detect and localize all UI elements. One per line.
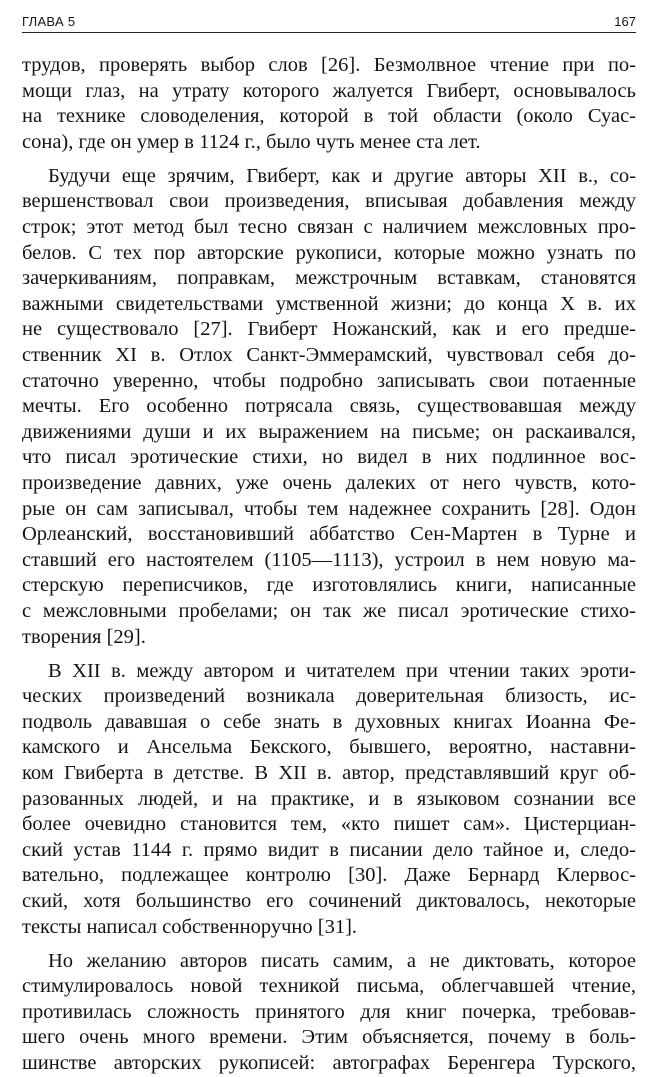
paragraph-gap xyxy=(22,650,636,659)
text-line: с межсловными пробелами; он так же писал эротические стихо- xyxy=(22,599,636,622)
text-line: на технике словоделения, которой в той области (около Суас- xyxy=(22,105,636,128)
text-line: строк; этот метод был тесно связан с наличием межсловных про- xyxy=(22,216,636,239)
text-line: противилась сложность принятого для книг почерка, требовав- xyxy=(22,1000,636,1023)
text-line: не существовало [27]. Гвиберт Ножанский, как и его предше- xyxy=(22,318,636,341)
text-line: В XII в. между автором и читателем при чтении таких эроти- xyxy=(48,659,636,682)
text-line: произведение давних, уже очень далеких от него чувств, кото- xyxy=(22,472,636,494)
text-line: разованных людей, и на практике, и в языковом сознании все xyxy=(22,787,636,810)
text-line: трудов, проверять выбор слов [26]. Безмолвное чтение при по- xyxy=(22,54,636,76)
text-line: стимулировалось новой техникой письма, облегчавшей чтение, xyxy=(22,975,636,998)
paragraph-gap xyxy=(22,155,636,164)
text-line: что писал эротические стихи, но видел в них подлинное вос- xyxy=(22,446,636,469)
text-line: ставший его настоятелем (1105—1113), устроил в нем новую ма- xyxy=(22,548,636,571)
paragraph-gap xyxy=(22,940,636,949)
text-line: тексты написал собственноручно [31]. xyxy=(22,915,358,938)
paragraph xyxy=(22,164,636,650)
text-line: сона), где он умер в 1124 г., было чуть менее ста лет. xyxy=(22,130,481,153)
text-line: рые он сам записывал, чтобы тем надежнее сохранить [28]. Одон xyxy=(22,497,636,520)
paragraph xyxy=(22,53,636,155)
text-line: ственник XI в. Отлох Санкт-Эммерамский, чувствовал себя до- xyxy=(22,344,636,367)
text-line: вершенствовал свои произведения, вписывая добавления между xyxy=(22,190,636,213)
text-line: ский, хотя большинство его сочинений диктовалось, некоторые xyxy=(22,890,636,912)
text-line: Но желанию авторов писать самим, а не диктовать, которое xyxy=(48,949,636,972)
paragraph xyxy=(22,659,636,941)
paragraph xyxy=(22,949,636,1077)
text-line: важными свидетельствами умственной жизни; до конца X в. их xyxy=(22,292,636,315)
text-line: Орлеанский, восстановивший аббатство Сен-Мартен в Турне и xyxy=(22,523,636,546)
text-line: белов. С тех пор авторские рукописи, которые можно узнать по xyxy=(22,241,636,264)
text-line: зачеркиваниям, поправкам, межстрочным вставкам, становятся xyxy=(22,267,636,290)
text-line: мощи глаз, на утрату которого жалуется Гвиберт, основывалось xyxy=(22,79,636,102)
text-line: шинстве авторских рукописей: автографах Беренгера Турского, xyxy=(22,1052,636,1075)
page-number: 167 xyxy=(614,14,636,29)
text-line: ком Гвиберта в детстве. В XII в. автор, представлявший круг об- xyxy=(22,762,636,785)
text-line: мечты. Его особенно потрясала связь, существовавшая между xyxy=(22,395,636,418)
text-line: ческих произведений возникала доверительная близость, ис- xyxy=(22,685,636,708)
text-line: творения [29]. xyxy=(22,625,146,648)
text-line: вательно, подлежащее контролю [30]. Даже Бернард Клервос- xyxy=(22,864,636,887)
text-line: Будучи еще зрячим, Гвиберт, как и другие авторы XII в., со- xyxy=(48,164,636,187)
chapter-title: ГЛАВА 5 xyxy=(22,14,76,29)
text-line: ский устав 1144 г. прямо видит в писании дело тайное и, следо- xyxy=(22,838,636,861)
text-line: более очевидно становится тем, «кто пишет сам». Цистерциан- xyxy=(22,813,636,836)
body-text xyxy=(22,53,636,1077)
text-line: статочно уверенно, чтобы подробно записывать свои потаенные xyxy=(22,369,636,392)
text-line: подволь дававшая о себе знать в духовных книгах Иоанна Фе- xyxy=(22,710,636,733)
running-header xyxy=(22,6,636,33)
text-line: стерскую переписчиков, где изготовлялись книги, написанные xyxy=(22,574,636,597)
text-line: шего очень много времени. Этим объясняется, почему в боль- xyxy=(22,1026,636,1049)
text-line: камского и Ансельма Бекского, бывшего, вероятно, наставни- xyxy=(22,736,636,759)
text-line: движениями души и их выражением на письме; он раскаивался, xyxy=(22,420,636,443)
